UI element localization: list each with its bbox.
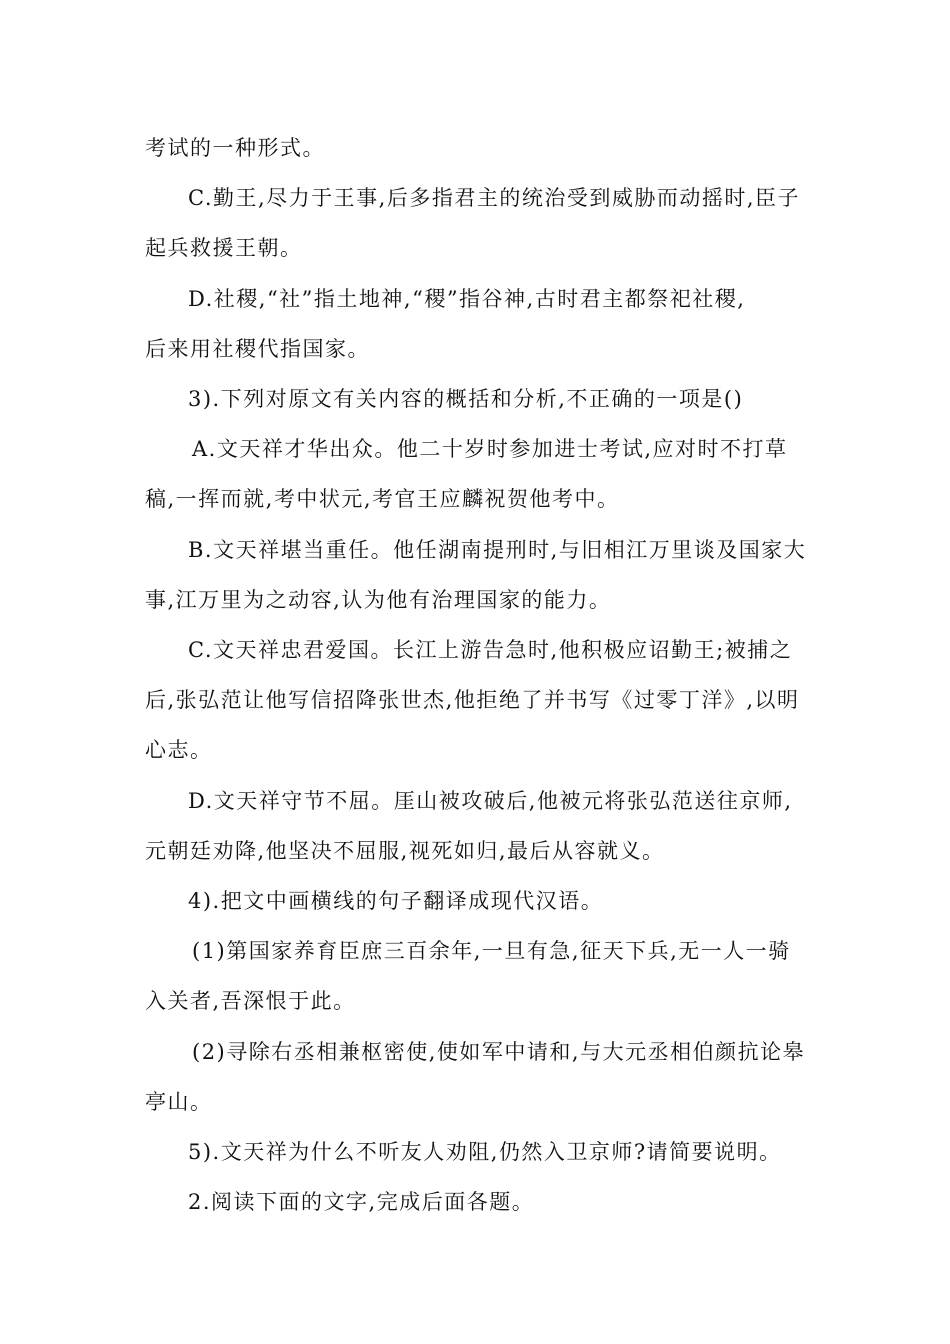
- question-3: 3).下列对原文有关内容的概括和分析,不正确的一项是(): [188, 387, 744, 411]
- option-a-line: A.文天祥才华出众。他二十岁时参加进士考试,应对时不打草: [192, 437, 788, 461]
- text-line: 后来用社稷代指国家。: [145, 337, 370, 361]
- text-line: 后,张弘范让他写信招降张世杰,他拒绝了并书写《过零丁洋》,以明: [145, 688, 800, 712]
- text-line: 亭山。: [145, 1090, 213, 1114]
- question-4: 4).把文中画横线的句子翻译成现代汉语。: [188, 889, 604, 913]
- text-line: 心志。: [145, 738, 213, 762]
- sentence-1: (1)第国家养育臣庶三百余年,一旦有急,征天下兵,无一人一骑: [192, 939, 791, 963]
- text-line: 稿,一挥而就,考中状元,考官王应麟祝贺他考中。: [145, 487, 620, 511]
- option-c-line: C.文天祥忠君爱国。长江上游告急时,他积极应诏勤王;被捕之: [188, 638, 793, 662]
- option-d-line: D.社稷,“社”指土地神,“稷”指谷神,古时君主都祭祀社稷,: [188, 287, 746, 311]
- sentence-2: (2)寻除右丞相兼枢密使,使如军中请和,与大元丞相伯颜抗论皋: [192, 1040, 806, 1064]
- text-line: 事,江万里为之动容,认为他有治理国家的能力。: [145, 588, 612, 612]
- question-5: 5).文天祥为什么不听友人劝阻,仍然入卫京师?请简要说明。: [188, 1140, 782, 1164]
- option-c-line: C.勤王,尽力于王事,后多指君主的统治受到威胁而动摇时,臣子: [188, 186, 801, 210]
- text-line: 起兵救援王朝。: [145, 236, 303, 260]
- text-line: 元朝廷劝降,他坚决不屈服,视死如归,最后从容就义。: [145, 839, 665, 863]
- text-line: 考试的一种形式。: [145, 136, 325, 160]
- option-b-line: B.文天祥堪当重任。他任湖南提刑时,与旧相江万里谈及国家大: [188, 538, 807, 562]
- option-d-line: D.文天祥守节不屈。厓山被攻破后,他被元将张弘范送往京师,: [188, 789, 793, 813]
- text-line: 入关者,吾深恨于此。: [145, 989, 356, 1013]
- section-heading: 2.阅读下面的文字,完成后面各题。: [188, 1190, 535, 1214]
